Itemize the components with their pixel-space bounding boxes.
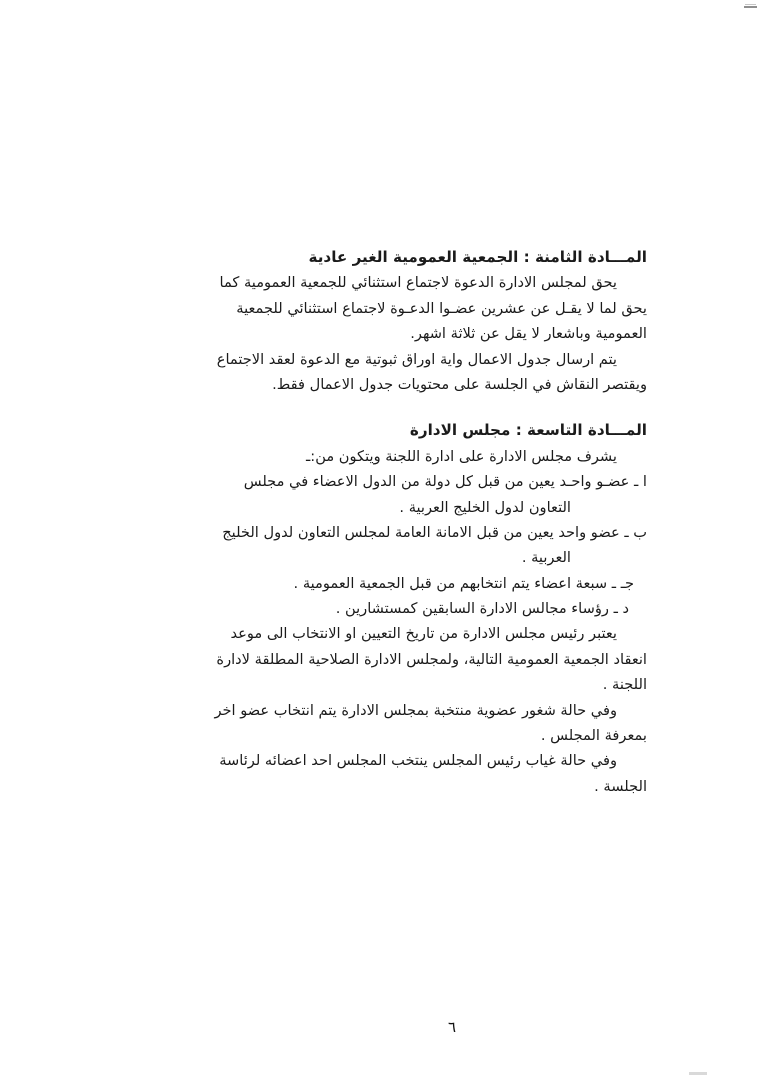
article9-item-a-line1: ا ـ عضـو واحـد يعين من قبل كل دولة من الدول الاعضاء في مجلس [243, 473, 647, 491]
article8-para1-line3: العمومية وباشعار لا يقل عن ثلاثة اشهر. [410, 325, 647, 343]
article9-item-b-line1: ب ـ عضو واحد يعين من قبل الامانة العامة لمجلس التعاون لدول الخليج [222, 523, 647, 541]
article9-para1-line2: انعقاد الجمعية العمومية التالية، ولمجلس الادارة الصلاحية المطلقة لادارة [216, 650, 647, 668]
document-body [150, 245, 647, 799]
article9-para2-line1: وفي حالة شغور عضوية منتخبة بمجلس الادارة يتم انتخاب عضو اخر [214, 701, 617, 719]
article8-heading: المـــادة الثامنة : الجمعية العمومية الغير عادية [308, 248, 647, 266]
page-number: ٦ [447, 1018, 457, 1036]
article9-item-a-line2: التعاون لدول الخليج العربية . [399, 498, 571, 516]
scan-artifact-bar-light [745, 4, 756, 5]
scan-artifact-bottom-right [689, 1072, 707, 1075]
scan-artifact-bar-dark [744, 6, 757, 8]
article9-intro: يشرف مجلس الادارة على ادارة اللجنة ويتكون من:ـ [306, 447, 617, 465]
scan-artifact-top-right [744, 4, 757, 9]
article9-item-d: د ـ رؤساء مجالس الادارة السابقين كمستشارين . [335, 600, 629, 618]
article9-item-b-line2: العربية . [521, 549, 571, 567]
article9-para3-line1: وفي حالة غياب رئيس المجلس ينتخب المجلس احد اعضائه لرئاسة [219, 752, 617, 770]
article9-para3-line2: الجلسة . [594, 777, 647, 795]
article8-para1-line1: يحق لمجلس الادارة الدعوة لاجتماع استثنائي للجمعية العمومية كما [219, 274, 617, 292]
article9-para1-line1: يعتبر رئيس مجلس الادارة من تاريخ التعيين او الانتخاب الى موعد [230, 625, 617, 643]
article9-para1-line3: اللجنة . [602, 676, 647, 694]
article8-para1-line2: يحق لما لا يقـل عن عشرين عضـوا الدعـوة لاجتماع استثنائي للجمعية [236, 299, 647, 317]
article8-para2-line1: يتم ارسال جدول الاعمال واية اوراق ثبوتية مع الدعوة لعقد الاجتماع [216, 350, 617, 368]
article9-heading: المـــادة التاسعة : مجلس الادارة [409, 421, 647, 440]
article8-para2-line2: ويقتصر النقاش في الجلسة على محتويات جدول الاعمال فقط. [272, 375, 647, 393]
article9-item-c: جـ ـ سبعة اعضاء يتم انتخابهم من قبل الجمعية العمومية . [293, 574, 634, 592]
section-gap [150, 397, 647, 418]
article9-para2-line2: بمعرفة المجلس . [540, 727, 647, 745]
